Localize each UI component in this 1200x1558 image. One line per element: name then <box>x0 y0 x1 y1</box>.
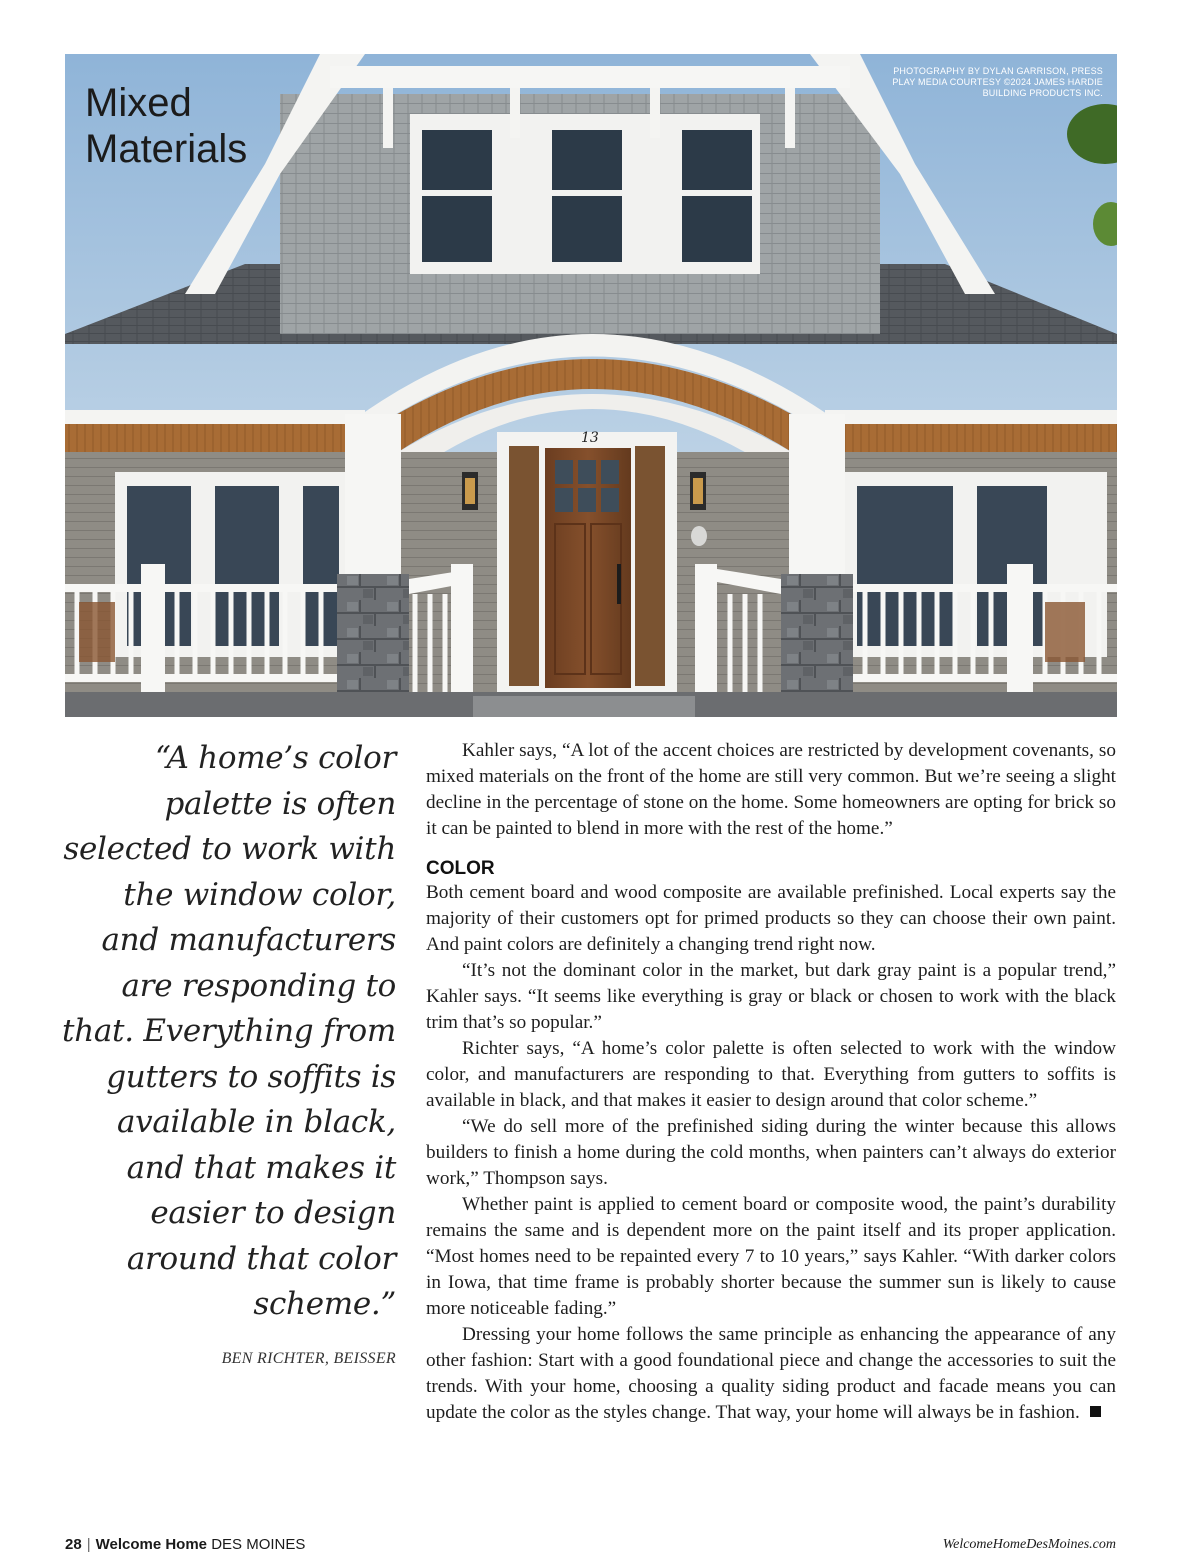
house-number: 13 <box>581 430 599 446</box>
paragraph-5: Whether paint is applied to cement board or composite wood, the paint’s durability remains the same and is dependent more on the paint itself and its proper application. “Most homes need to be repainted every 7 to 10 years,” says Kahler. “With darker colors in Iowa, that time frame is probably shorter because the summer sun is likely to cause more noticeable fading.” <box>426 1194 1116 1319</box>
footer-folio <box>65 1536 305 1553</box>
photo-title <box>85 80 315 172</box>
paragraph-6: Dressing your home follows the same principle as enhancing the appearance of any other fashion: Start with a good foundational piece and change the accessories to suit the trends. With your home, choosing a quality siding product and facade means you can update the color as the styles change. That way, your home will always be in fashion. <box>426 1324 1116 1423</box>
paragraph-6-wrap <box>426 1322 1116 1426</box>
paragraph-3: Richter says, “A home’s color palette is often selected to work with the window color, and manufacturers are responding to that. Everything from gutters to soffits is available in black, and that makes it easier to design around that color scheme.” <box>426 1038 1116 1111</box>
photo-title-line2: Materials <box>85 127 248 171</box>
paragraph-1: Both cement board and wood composite are available prefinished. Local experts say the majority of their customers opt for primed products so they can choose their own paint. And paint colors are definitely a changing trend right now. <box>426 882 1116 955</box>
end-mark-icon <box>1090 1406 1101 1417</box>
pull-quote <box>60 736 396 1368</box>
section-heading-color: COLOR <box>426 858 495 879</box>
article-body <box>426 738 1116 1426</box>
page-number: 28 <box>65 1536 82 1553</box>
hero-photo <box>65 54 1117 717</box>
photo-title-line1: Mixed <box>85 81 192 125</box>
magazine-city: DES MOINES <box>211 1536 306 1553</box>
paragraph-intro: Kahler says, “A lot of the accent choices are restricted by development covenants, so mixed materials on the front of the home are still very common. But we’re seeing a slight decline in the percentage of stone on the home. Some homeowners are opting for brick so it can be painted to blend in more with the rest of the home.” <box>426 740 1116 839</box>
paragraph-4: “We do sell more of the prefinished siding during the winter because this allows builders to finish a home during the cold months, when painters can’t always do exterior work,” Thompson says. <box>426 1116 1116 1189</box>
footer-website: WelcomeHomeDesMoines.com <box>942 1537 1116 1552</box>
pull-quote-text: “A home’s color palette is often selected to work with the window color, and manufacturers are responding to that. Everything from gutters to soffits is available in black, and that makes it easier to design around that color scheme.” <box>62 740 396 1322</box>
paragraph-2: “It’s not the dominant color in the market, but dark gray paint is a popular trend,” Kahler says. “It seems like everything is gray or black or chosen to work with the black trim that’s so popular.” <box>426 960 1116 1033</box>
folio-separator: | <box>86 1536 91 1553</box>
pull-quote-attribution: BEN RICHTER, BEISSER <box>221 1349 396 1367</box>
magazine-name: Welcome Home <box>95 1536 208 1553</box>
photo-credit: PHOTOGRAPHY BY DYLAN GARRISON, PRESS PLAY MEDIA COURTESY ©2024 JAMES HARDIE BUILDING PRODUCTS INC. <box>892 66 1103 98</box>
